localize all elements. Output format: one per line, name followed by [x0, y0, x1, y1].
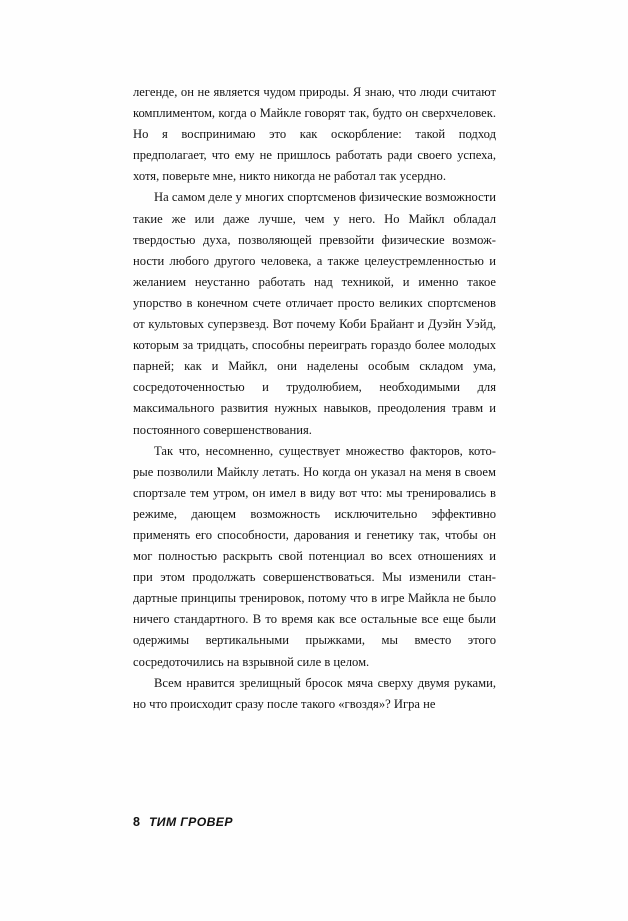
paragraph: На самом деле у многих спортсменов физические возможности такие же или даже лучше, чем у него. Но Майкл обладал твердостью духа, позволяющей превзойти физические возможности любого другого человека, а также целеустремленностью и желанием неустанно работать над техникой, и именно такое упорство в конечном счете отличает просто великих спортсменов от культовых суперзвезд. Вот почему Коби Брайант и Дуэйн Уэйд, которым за тридцать, способны переиграть гораздо более молодых парней; как и Майкл, они наделены особым складом ума, сосредоточенностью и трудолюбием, необходимыми для максимального развития нужных навыков, преодоления травм и постоянного совершенствования.: [133, 190, 496, 437]
running-head: ТИМ ГРОВЕР: [148, 815, 233, 829]
paragraph: Так что, несомненно, существует множество факторов, которые позволили Майклу летать. Но когда он указал на меня в своем спортзале тем утром, он имел в виду вот что: мы тренировались в режиме, дающем возможность исключительно эффективно применять его способности, дарования и генетику так, чтобы он мог полностью раскрыть свой потенциал во всех отношениях и при этом продолжать совершенствоваться. Мы изменили стандартные принципы тренировок, потому что в игре Майкла не было ничего стандартного. В то время как все остальные все еще были одержимы вертикальными прыжками, мы вместо этого сосредоточились на взрывной силе в целом.: [133, 443, 496, 669]
body-text: [133, 82, 496, 715]
page-number: 8: [133, 815, 140, 829]
page-footer: [133, 815, 496, 829]
paragraph: легенде, он не является чудом природы. Я знаю, что люди считают комплиментом, когда о Майкле говорят так, будто он сверхчеловек. Но я воспринимаю это как оскорбление: такой подход предполагает, что ему не пришлось работать ради своего успеха, хотя, поверьте мне, никто никогда не работал так усердно.: [133, 85, 496, 184]
paragraph: Всем нравится зрелищный бросок мяча сверху двумя руками, но что происходит сразу после такого «гвоздя»? Игра не: [133, 675, 496, 711]
